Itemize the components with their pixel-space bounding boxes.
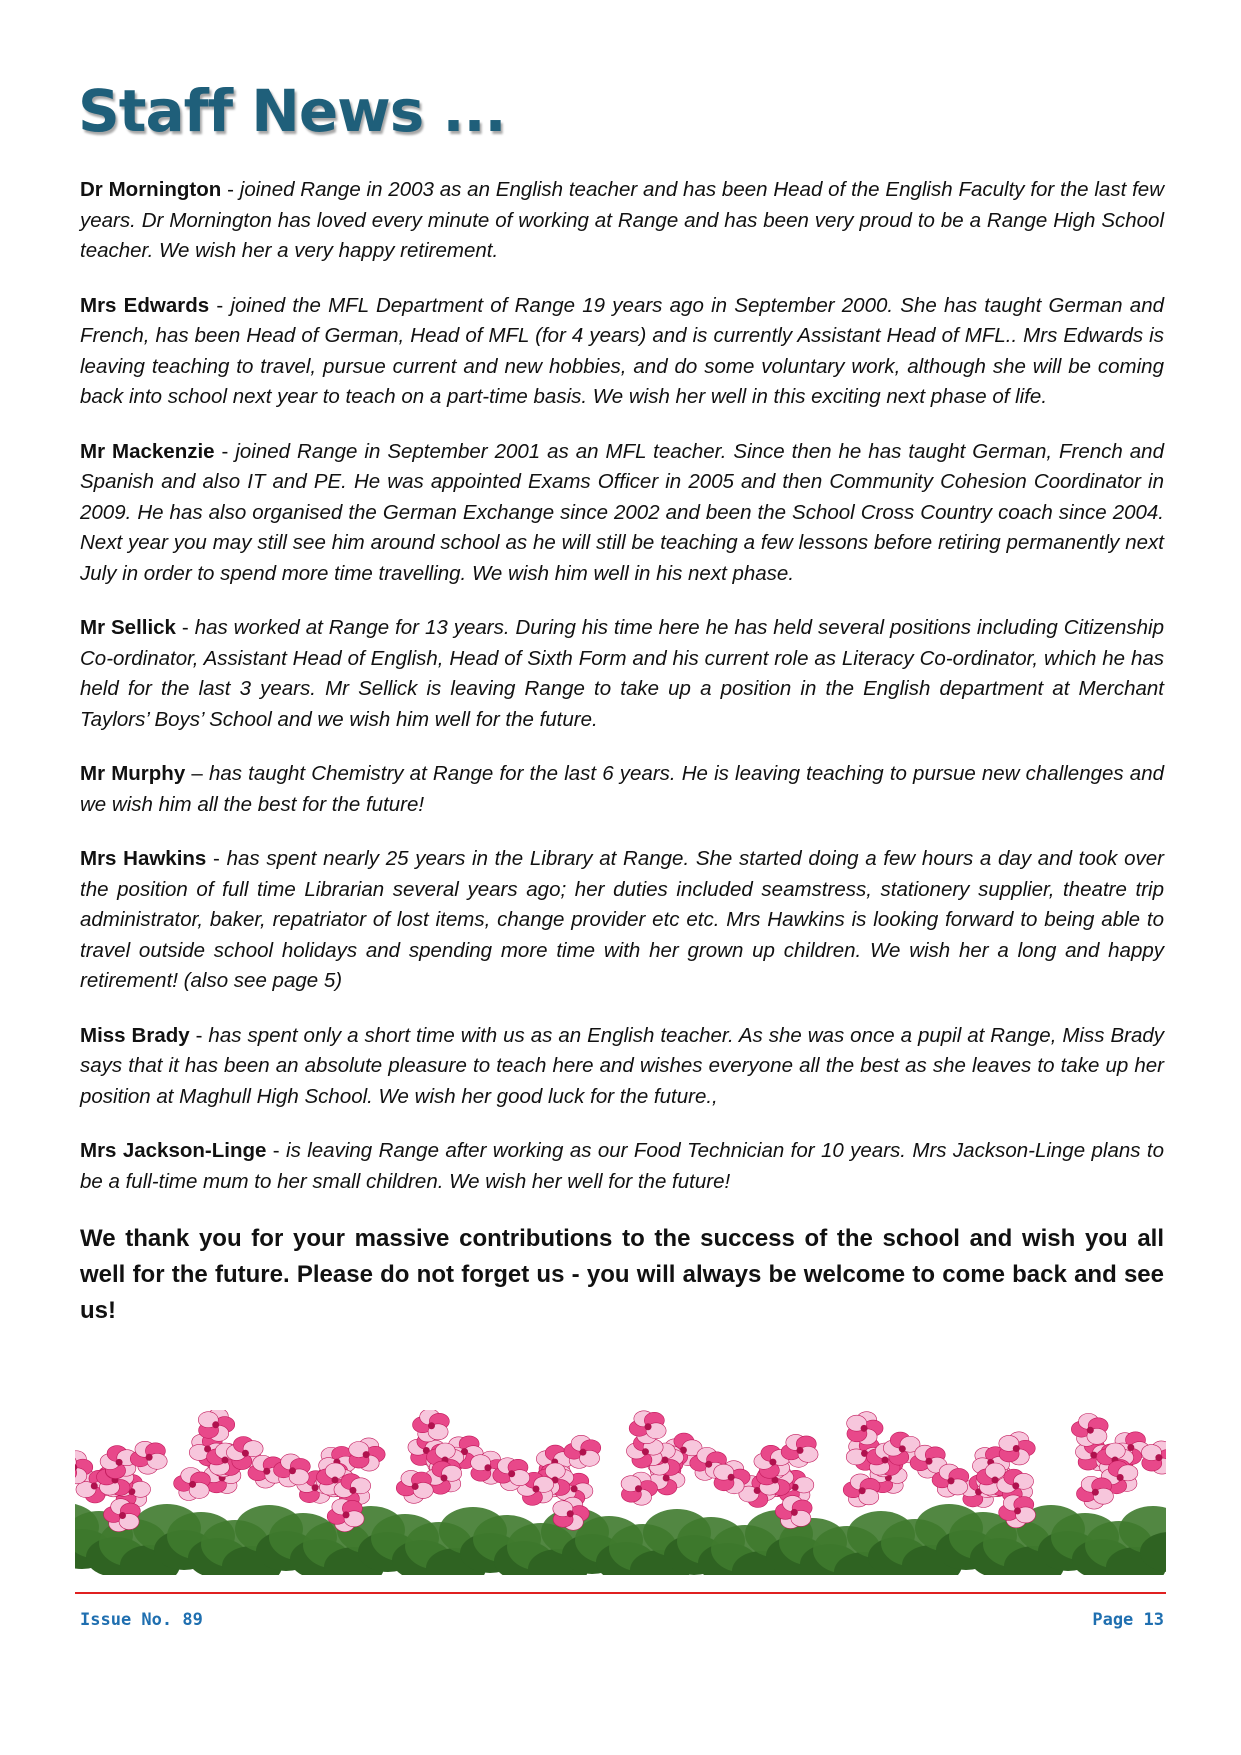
staff-entry: Mrs Hawkins - has spent nearly 25 years in the Library at Range. She started doing a few hours a day and took over the position of full time Librarian several years ago; her duties included seamstress, stationery supplier, theatre trip administrator, baker, repatriator of lost items, change provider etc etc. Mrs Hawkins is looking forward to being able to travel outside school holidays and spending more time with her grown up children. We wish her a long and happy retirement! (also see page 5): [80, 847, 1164, 992]
issue-number: Issue No. 89: [80, 1610, 203, 1630]
staff-name: Mr Mackenzie: [80, 439, 215, 463]
staff-name: Mr Murphy: [80, 762, 186, 785]
staff-entry: Dr Mornington - joined Range in 2003 as an English teacher and has been Head of the English Faculty for the last few years. Dr Mornington has loved every minute of working at Range and has been very proud to be a Range High School teacher. We wish her a very happy retirement.: [80, 178, 1164, 262]
staff-text: joined the MFL Department of Range 19 years ago in September 2000. She has taught German and French, has been Head of German, Head of MFL (for 4 years) and is currently Assistant Head of MFL.. Mrs Edwards is leaving teaching to travel, pursue current and new hobbies, and do some voluntary work, although she will be coming back into school next year to teach on a part-time basis. We wish her well in this exciting next phase of life.: [80, 293, 1165, 408]
blooms-group: [75, 1410, 1166, 1532]
staff-entry: Mr Mackenzie - joined Range in September 2001 as an MFL teacher. Since then he has taught German, French and Spanish and also IT and PE. He was appointed Exams Officer in 2005 and then Community Cohesion Coordinator in 2009. He has also organised the German Exchange since 2002 and been the School Cross Country coach since 2004. Next year you may still see him around school as he will still be teaching a few lessons before retiring permanently next July in order to spend more time travelling. We wish him well in his next phase.: [80, 439, 1164, 585]
page-title: Staff News ...: [78, 77, 506, 145]
staff-text: has spent only a short time with us as an English teacher. As she was once a pupil at Range, Miss Brady says that it has been an absolute pleasure to teach here and wishes everyone all the best as she leaves to take up her position at Maghull High School. We wish her good luck for the future.,: [80, 1023, 1165, 1108]
flower-border-image: [75, 1410, 1166, 1575]
staff-name: Miss Brady: [80, 1023, 190, 1047]
staff-name: Mrs Edwards: [80, 293, 210, 317]
staff-text: has worked at Range for 13 years. During his time here he has held several positions including Citizenship Co-ordinator, Assistant Head of English, Head of Sixth Form and his current role as Literacy Co-ordinator, which he has held for the last 3 years. Mr Sellick is leaving Range to take up a position in the English department at Merchant Taylors’ Boys’ School and we wish him well for the future.: [80, 616, 1165, 731]
staff-text: has taught Chemistry at Range for the last 6 years. He is leaving teaching to pursue new challenges and we wish him all the best for the future!: [80, 762, 1165, 816]
footer-rule: [75, 1592, 1166, 1594]
staff-name: Mrs Jackson-Linge: [80, 1139, 267, 1162]
page-number: Page 13: [1092, 1610, 1164, 1630]
staff-name: Mrs Hawkins: [80, 847, 207, 870]
closing-message: We thank you for your massive contributions to the success of the school and wish you all well for the future. Please do not forget us - you will always be welcome to come back and see us!: [80, 1225, 1164, 1324]
staff-text: has spent nearly 25 years in the Library at Range. She started doing a few hours a day and took over the position of full time Librarian several years ago; her duties included seamstress, stationery supplier, theatre trip administrator, baker, repatriator of lost items, change provider etc etc. Mrs Hawkins is looking forward to being able to travel outside school holidays and spending more time with her grown up children. We wish her a long and happy retirement! (also see page 5): [80, 847, 1164, 992]
staff-news-content: [80, 175, 1164, 1329]
staff-text: joined Range in September 2001 as an MFL teacher. Since then he has taught German, French and Spanish and also IT and PE. He was appointed Exams Officer in 2005 and then Community Cohesion Coordinator in 2009. He has also organised the German Exchange since 2002 and been the School Cross Country coach since 2004. Next year you may still see him around school as he will still be teaching a few lessons before retiring permanently next July in order to spend more time travelling. We wish him well in his next phase.: [80, 439, 1164, 585]
staff-name: Dr Mornington: [80, 178, 222, 201]
staff-entry: Mr Murphy – has taught Chemistry at Range for the last 6 years. He is leaving teaching to pursue new challenges and we wish him all the best for the future!: [80, 762, 1165, 816]
staff-text: joined Range in 2003 as an English teacher and has been Head of the English Faculty for the last few years. Dr Mornington has loved every minute of working at Range and has been very proud to be a Range High School teacher. We wish her a very happy retirement.: [80, 178, 1164, 262]
staff-text: is leaving Range after working as our Food Technician for 10 years. Mrs Jackson-Linge plans to be a full-time mum to her small children. We wish her well for the future!: [80, 1139, 1164, 1193]
staff-entry: Mrs Edwards - joined the MFL Department of Range 19 years ago in September 2000. She has taught German and French, has been Head of German, Head of MFL (for 4 years) and is currently Assistant Head of MFL.. Mrs Edwards is leaving teaching to travel, pursue current and new hobbies, and do some voluntary work, although she will be coming back into school next year to teach on a part-time basis. We wish her well in this exciting next phase of life.: [80, 293, 1165, 408]
staff-entry: Miss Brady - has spent only a short time with us as an English teacher. As she was once a pupil at Range, Miss Brady says that it has been an absolute pleasure to teach here and wishes everyone all the best as she leaves to take up her position at Maghull High School. We wish her good luck for the future.,: [80, 1023, 1165, 1108]
staff-name: Mr Sellick: [80, 616, 176, 639]
staff-entry: Mrs Jackson-Linge - is leaving Range after working as our Food Technician for 10 years. Mrs Jackson-Linge plans to be a full-time mum to her small children. We wish her well for the future!: [80, 1139, 1164, 1193]
staff-entry: Mr Sellick - has worked at Range for 13 years. During his time here he has held several positions including Citizenship Co-ordinator, Assistant Head of English, Head of Sixth Form and his current role as Literacy Co-ordinator, which he has held for the last 3 years. Mr Sellick is leaving Range to take up a position in the English department at Merchant Taylors’ Boys’ School and we wish him well for the future.: [80, 616, 1165, 731]
